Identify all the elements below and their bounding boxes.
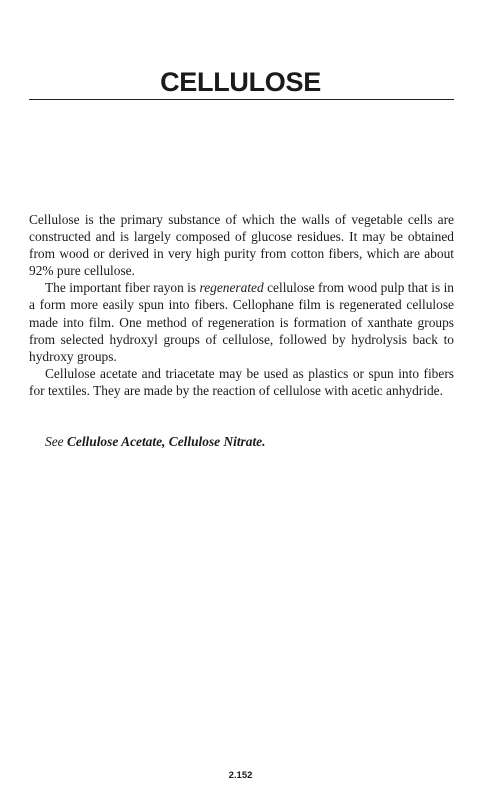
see-also-separator: ,: [162, 434, 166, 449]
paragraph-2: [29, 279, 454, 364]
paragraph-3: Cellulose acetate and triacetate may be used as plastics or spun into fibers for textiles. They are made by the reaction of cellulose with acetic anhydride.: [29, 365, 454, 398]
paragraph-2-emphasis: regenerated: [199, 280, 264, 296]
see-also-prefix: See: [45, 434, 64, 449]
title-divider: [29, 99, 454, 100]
paragraph-1: Cellulose is the primary substance of which the walls of vegetable cells are constructed and is largely composed of glucose residues. It may be obtained from wood or derived in very high purity from cotton fibers, which are about 92% pure cellulose.: [29, 212, 454, 279]
paragraph-2-rest: cellulose from wood pulp that is in a form more easily spun into fibers. Cellophane film is regenerated cellulose made into film. One method of regeneration is formation of xanthate groups from selected hydroxyl groups of cellulose, followed by hydrolysis back to hydroxy groups.: [29, 280, 454, 364]
see-also-link-cellulose-acetate[interactable]: Cellulose Acetate: [66, 434, 163, 449]
page-number: 2.152: [228, 770, 253, 781]
see-also-line: [45, 433, 265, 450]
see-also-link-cellulose-nitrate[interactable]: Cellulose Nitrate.: [168, 434, 266, 449]
page-title: CELLULOSE: [160, 67, 321, 97]
entry-body: [29, 211, 454, 399]
paragraph-2-start: The important fiber rayon is: [45, 280, 200, 296]
